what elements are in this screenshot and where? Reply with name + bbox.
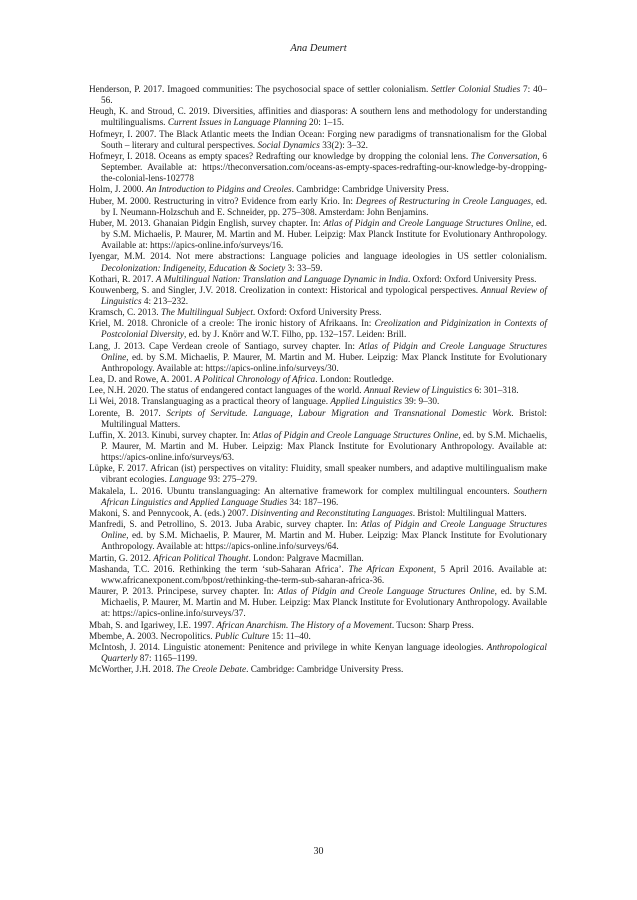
reference-text: 20: 1–15. [306, 118, 344, 129]
reference-title: Atlas of Pidgin and Creole Language Structures Online [252, 430, 459, 441]
reference-entry [89, 587, 547, 620]
reference-entry [89, 431, 547, 464]
reference-text: 7: 40–56. [101, 85, 547, 107]
reference-entry [89, 130, 547, 152]
reference-title: The African Exponent [348, 564, 434, 575]
reference-entry [89, 487, 547, 509]
reference-text: , ed. by S.M. Michaelis, P. Maurer, M. Martin and M. Huber. Leipzig: Max Planck Institute for Evolutionary Anthropology. Available at: https://apics-online.info/surveys/30. [101, 352, 547, 374]
reference-entry [89, 197, 547, 219]
reference-text: . Tucson: Sharp Press. [391, 620, 474, 631]
reference-title: The Conversation [470, 151, 538, 162]
reference-text: 4: 213–232. [141, 296, 189, 307]
reference-text: Hofmeyr, I. 2018. Oceans as empty spaces? Redrafting our knowledge by dropping the colonial lens. [89, 151, 471, 162]
reference-title: African Political Thought [153, 553, 249, 564]
reference-entry [89, 409, 547, 431]
reference-title: Applied Linguistics [330, 397, 403, 408]
reference-entry [89, 464, 547, 486]
reference-text: , ed. by J. Knörr and W.T. Filho, pp. 132–157. Leiden: Brill. [183, 330, 407, 341]
reference-text: 15: 11–40. [269, 631, 311, 642]
reference-list [89, 85, 547, 676]
reference-text: , ed. by S.M. Michaelis, P. Maurer, M. Martin and M. Huber. Leipzig: Max Planck Institute for Evolutionary Anthropology. Available at: https://apics-online.info/surveys/64. [101, 531, 547, 553]
reference-text: Lee, N.H. 2020. The status of endangered contact languages of the world. [89, 386, 364, 397]
reference-text: Huber, M. 2013. Ghanaian Pidgin English, survey chapter. In: [89, 218, 324, 229]
reference-title: A Multilingual Nation: Translation and Language Dynamic in India [155, 274, 408, 285]
reference-text: . Cambridge: Cambridge University Press. [246, 665, 404, 676]
reference-title: Disinventing and Reconstituting Languages [250, 508, 413, 519]
reference-text: 39: 9–30. [402, 397, 440, 408]
reference-title: The Multilingual Subject [160, 308, 253, 319]
reference-entry [89, 554, 547, 565]
reference-entry [89, 643, 547, 665]
reference-text: McIntosh, J. 2014. Linguistic atonement: Penitence and privilege in white Kenyan language ideologies. [89, 642, 487, 653]
reference-title: Degrees of Restructuring in Creole Languages [355, 196, 531, 207]
reference-text: 34: 187–196. [287, 497, 339, 508]
reference-title: Atlas of Pidgin and Creole Language Structures Online [323, 218, 532, 229]
reference-text: Mbembe, A. 2003. Necropolitics. [89, 631, 215, 642]
reference-entry [89, 621, 547, 632]
reference-text: Iyengar, M.M. 2014. Not mere abstractions: Language policies and language ideologies in US settler colonialism. [89, 252, 547, 263]
reference-text: Lea, D. and Rowe, A. 2001. [89, 375, 195, 386]
reference-entry [89, 319, 547, 341]
reference-text: Lorente, B. 2017. [89, 408, 167, 419]
reference-title: Annual Review of Linguistics [363, 386, 473, 397]
running-head: Ana Deumert [290, 43, 347, 54]
reference-text: . Cambridge: Cambridge University Press. [291, 185, 449, 196]
reference-text: Maurer, P. 2013. Principese, survey chapter. In: [89, 587, 278, 598]
reference-entry [89, 252, 547, 274]
reference-entry [89, 665, 547, 676]
reference-title: African Anarchism. The History of a Movement [216, 620, 392, 631]
reference-entry [89, 520, 547, 553]
reference-text: Henderson, P. 2017. Imagoed communities: The psychosocial space of settler colonialism. [89, 85, 432, 95]
reference-entry [89, 219, 547, 252]
reference-text: Hofmeyr, I. 2007. The Black Atlantic meets the Indian Ocean: Forging new paradigms of transnationalism for the Global South – literary and cultural perspectives. [89, 129, 547, 151]
reference-title: Scripts of Servitude. Language, Labour Migration and Transnational Domestic Work [166, 408, 512, 419]
reference-text: Manfredi, S. and Petrollino, S. 2013. Juba Arabic, survey chapter. In: [89, 520, 362, 531]
reference-title: The Creole Debate [176, 665, 247, 676]
reference-text: Luffin, X. 2013. Kinubi, survey chapter. In: [89, 430, 253, 441]
reference-title: Settler Colonial Studies [431, 85, 521, 95]
reference-entry [89, 185, 547, 196]
reference-title: Atlas of Pidgin and Creole Language Structures Online [277, 587, 495, 598]
reference-text: 93: 275–279. [206, 475, 258, 486]
reference-text: , ed. by S.M. Michaelis, P. Maurer, M. Martin and M. Huber. Leipzig: Max Planck Institute for Evolutionary Anthropology. Available at: https://apics-online.info/surveys/16. [101, 218, 547, 252]
reference-title: Atlas of Pidgin and Creole Language Structures Online [101, 520, 548, 542]
reference-text: , ed. by S.M. Michaelis, P. Maurer, M. Martin and M. Huber. Leipzig: Max Planck Institute for Evolutionary Anthropology. Available at: https://apics-online.info/surveys/37. [101, 587, 547, 620]
reference-text: Holm, J. 2000. [89, 185, 147, 196]
reference-text: , ed. by S.M. Michaelis, P. Maurer, M. Martin and M. Huber. Leipzig: Max Planck Institute for Evolutionary Anthropology. Available at: https://apics-online.info/surveys/63. [101, 430, 548, 464]
reference-title: Southern African Linguistics and Applied Language Studies [101, 486, 547, 508]
reference-title: Decolonization: Indigeneity, Education & Society [101, 263, 286, 274]
reference-title: An Introduction to Pidgins and Creoles [146, 185, 292, 196]
reference-text: , 6 September. Available at: https://theconversation.com/oceans-as-empty-spaces-redrafting-our-knowledge-by-dropping-the-colonial-lens-102778 [101, 151, 548, 185]
reference-entry [89, 85, 547, 107]
reference-entry [89, 565, 547, 587]
reference-entry [89, 275, 547, 286]
reference-text: 33(2): 3–32. [319, 140, 368, 151]
reference-title: Atlas of Pidgin and Creole Language Structures Online [101, 341, 548, 363]
reference-text: . Oxford: Oxford University Press. [252, 308, 382, 319]
reference-text: Martin, G. 2012. [89, 553, 154, 564]
reference-text: . London: Routledge. [315, 375, 394, 386]
reference-title: Creolization and Pidginization in Contexts of Postcolonial Diversity [101, 319, 547, 341]
reference-text: Kriel, M. 2018. Chronicle of a creole: The ironic history of Afrikaans. In: [89, 319, 375, 330]
reference-text: , ed. by I. Neumann-Holzschuh and E. Schneider, pp. 275–308. Amsterdam: John Benjamins. [101, 196, 548, 218]
reference-title: Language [169, 475, 207, 486]
reference-text: Kothari, R. 2017. [89, 274, 156, 285]
reference-text: , 5 April 2016. Available at: www.africanexponent.com/bpost/rethinking-the-term-sub-saharan-africa-36. [101, 564, 547, 586]
reference-text: Makoni, S. and Pennycook, A. (eds.) 2007. [89, 508, 251, 519]
reference-text: Mashanda, T.C. 2016. Rethinking the term ‘sub-Saharan Africa’. [89, 564, 349, 575]
reference-text: Lüpke, F. 2017. African (ist) perspectives on vitality: Fluidity, small speaker numbers, and adaptive multilingualism make vibrant ecologies. [89, 464, 547, 486]
reference-text: 3: 33–59. [285, 263, 323, 274]
reference-text: Huber, M. 2000. Restructuring in vitro? Evidence from early Krio. In: [89, 196, 356, 207]
reference-entry [89, 397, 547, 408]
reference-text: . Bristol: Multilingual Matters. [101, 408, 547, 430]
reference-entry [89, 375, 547, 386]
reference-text: Li Wei, 2018. Translanguaging as a practical theory of language. [89, 397, 331, 408]
reference-entry [89, 342, 547, 375]
reference-text: . Oxford: Oxford University Press. [407, 274, 537, 285]
reference-text: 87: 1165–1199. [137, 653, 198, 664]
reference-text: McWorther, J.H. 2018. [89, 665, 177, 676]
reference-text: Kramsch, C. 2013. [89, 308, 161, 319]
reference-text: Makalela, L. 2016. Ubuntu translanguaging: An alternative framework for complex multilingual encounters. [89, 486, 514, 497]
reference-title: Annual Review of Linguistics [101, 285, 547, 307]
page-number: 30 [313, 846, 324, 857]
reference-entry [89, 509, 547, 520]
reference-text: 6: 301–318. [472, 386, 519, 397]
reference-text: Lang, J. 2013. Cape Verdean creole of Santiago, survey chapter. In: [89, 341, 359, 352]
reference-entry [89, 386, 547, 397]
reference-title: Public Culture [214, 631, 270, 642]
reference-entry [89, 632, 547, 643]
reference-entry [89, 152, 547, 185]
reference-text: . Bristol: Multilingual Matters. [412, 508, 527, 519]
reference-title: Anthropological Quarterly [101, 642, 547, 664]
reference-entry [89, 308, 547, 319]
reference-entry [89, 107, 547, 129]
reference-text: Mbah, S. and Igariwey, I.E. 1997. [89, 620, 217, 631]
reference-title: Current Issues in Language Planning [167, 118, 307, 129]
reference-text: Kouwenberg, S. and Singler, J.V. 2018. Creolization in context: Historical and typological perspectives. [89, 285, 481, 296]
reference-title: Social Dynamics [257, 140, 320, 151]
reference-entry [89, 286, 547, 308]
reference-text: Heugh, K. and Stroud, C. 2019. Diversities, affinities and diasporas: A southern lens and methodology for understanding multilingualisms. [89, 107, 547, 129]
reference-title: A Political Chronology of Africa [194, 375, 316, 386]
reference-text: . London: Palgrave Macmillan. [248, 553, 364, 564]
